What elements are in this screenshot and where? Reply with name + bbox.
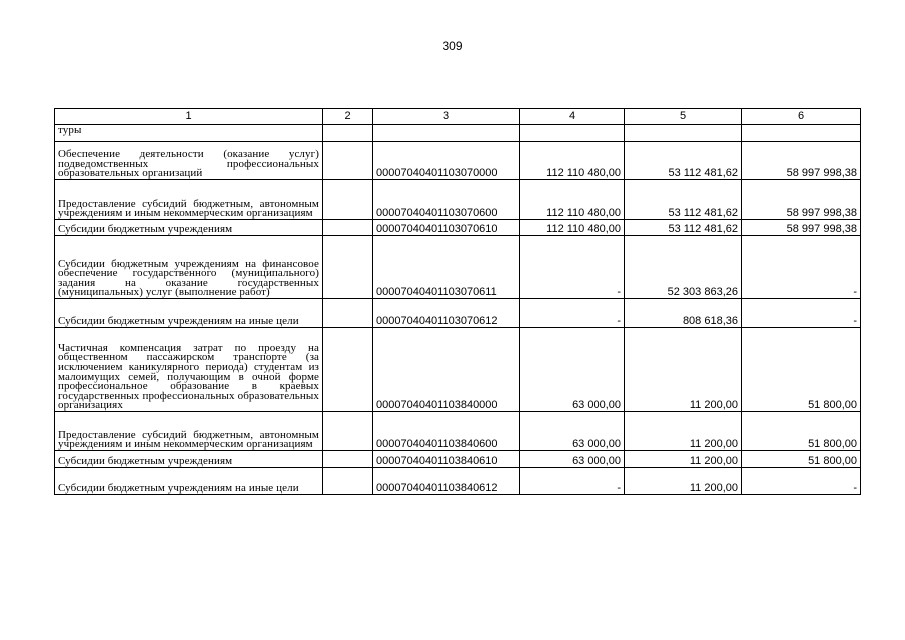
row-value-4: 63 000,00: [520, 412, 625, 451]
row-value-5: 11 200,00: [625, 328, 742, 412]
row-name: Предоставление субсидий бюджетным, автономным учреждениям и иным некоммерческим организациям: [55, 412, 323, 451]
row-value-6: [742, 125, 861, 142]
row-value-5: 53 112 481,62: [625, 142, 742, 180]
row-code: 00007040401103840000: [373, 328, 520, 412]
row-value-5: 808 618,36: [625, 299, 742, 328]
row-value-6: 58 997 998,38: [742, 220, 861, 236]
row-col2: [323, 468, 373, 495]
row-code: 00007040401103070600: [373, 180, 520, 220]
row-value-6: -: [742, 468, 861, 495]
row-name: туры: [55, 125, 323, 142]
row-value-5: 11 200,00: [625, 412, 742, 451]
row-value-5: 11 200,00: [625, 451, 742, 468]
row-value-4: -: [520, 299, 625, 328]
row-col2: [323, 299, 373, 328]
row-col2: [323, 125, 373, 142]
table-row: [55, 142, 861, 180]
column-header: 6: [742, 109, 861, 125]
row-col2: [323, 220, 373, 236]
column-header: 4: [520, 109, 625, 125]
row-value-6: 58 997 998,38: [742, 142, 861, 180]
row-name: Субсидии бюджетным учреждениям: [55, 451, 323, 468]
row-value-4: 112 110 480,00: [520, 180, 625, 220]
table-row: [55, 180, 861, 220]
row-name: Субсидии бюджетным учреждениям на иные цели: [55, 468, 323, 495]
row-value-5: 52 303 863,26: [625, 236, 742, 299]
column-header: 3: [373, 109, 520, 125]
table-row: [55, 299, 861, 328]
row-value-4: 112 110 480,00: [520, 142, 625, 180]
row-name: Обеспечение деятельности (оказание услуг) подведомственных профессиональных образовательных организаций: [55, 142, 323, 180]
row-col2: [323, 142, 373, 180]
row-value-4: 63 000,00: [520, 328, 625, 412]
table-row: [55, 236, 861, 299]
table-row: [55, 468, 861, 495]
column-header: 5: [625, 109, 742, 125]
budget-table: [54, 108, 861, 495]
table-header-row: [55, 109, 861, 125]
row-col2: [323, 328, 373, 412]
page-number: 309: [442, 39, 463, 53]
row-name: Субсидии бюджетным учреждениям: [55, 220, 323, 236]
row-value-6: -: [742, 299, 861, 328]
row-value-6: 58 997 998,38: [742, 180, 861, 220]
row-code: 00007040401103840610: [373, 451, 520, 468]
row-value-4: -: [520, 468, 625, 495]
row-value-4: -: [520, 236, 625, 299]
row-col2: [323, 236, 373, 299]
row-value-6: 51 800,00: [742, 451, 861, 468]
table-row: [55, 328, 861, 412]
table-row: [55, 451, 861, 468]
row-name: Субсидии бюджетным учреждениям на финансовое обеспечение государственного (муниципального) задания на оказание государственных (муниципальных) услуг (выполнение работ): [55, 236, 323, 299]
row-col2: [323, 412, 373, 451]
row-code: 00007040401103070610: [373, 220, 520, 236]
row-value-5: [625, 125, 742, 142]
row-value-4: [520, 125, 625, 142]
row-code: 00007040401103070612: [373, 299, 520, 328]
row-value-5: 11 200,00: [625, 468, 742, 495]
row-name: Субсидии бюджетным учреждениям на иные цели: [55, 299, 323, 328]
row-code: 00007040401103840600: [373, 412, 520, 451]
row-value-4: 63 000,00: [520, 451, 625, 468]
row-code: [373, 125, 520, 142]
column-header: 2: [323, 109, 373, 125]
row-col2: [323, 180, 373, 220]
row-name: Предоставление субсидий бюджетным, автономным учреждениям и иным некоммерческим организациям: [55, 180, 323, 220]
table-row: [55, 220, 861, 236]
row-value-6: 51 800,00: [742, 328, 861, 412]
row-value-5: 53 112 481,62: [625, 220, 742, 236]
row-value-5: 53 112 481,62: [625, 180, 742, 220]
row-value-4: 112 110 480,00: [520, 220, 625, 236]
row-name: Частичная компенсация затрат по проезду на общественном пассажирском транспорте (за исключением каникулярного периода) студентам из малоимущих семей, получающим в очной форме профессиональное образование в краевых государственных профессиональных образовательных организациях: [55, 328, 323, 412]
row-value-6: -: [742, 236, 861, 299]
row-code: 00007040401103840612: [373, 468, 520, 495]
row-col2: [323, 451, 373, 468]
row-value-6: 51 800,00: [742, 412, 861, 451]
table-row: [55, 125, 861, 142]
column-header: 1: [55, 109, 323, 125]
table-row: [55, 412, 861, 451]
row-code: 00007040401103070611: [373, 236, 520, 299]
row-code: 00007040401103070000: [373, 142, 520, 180]
